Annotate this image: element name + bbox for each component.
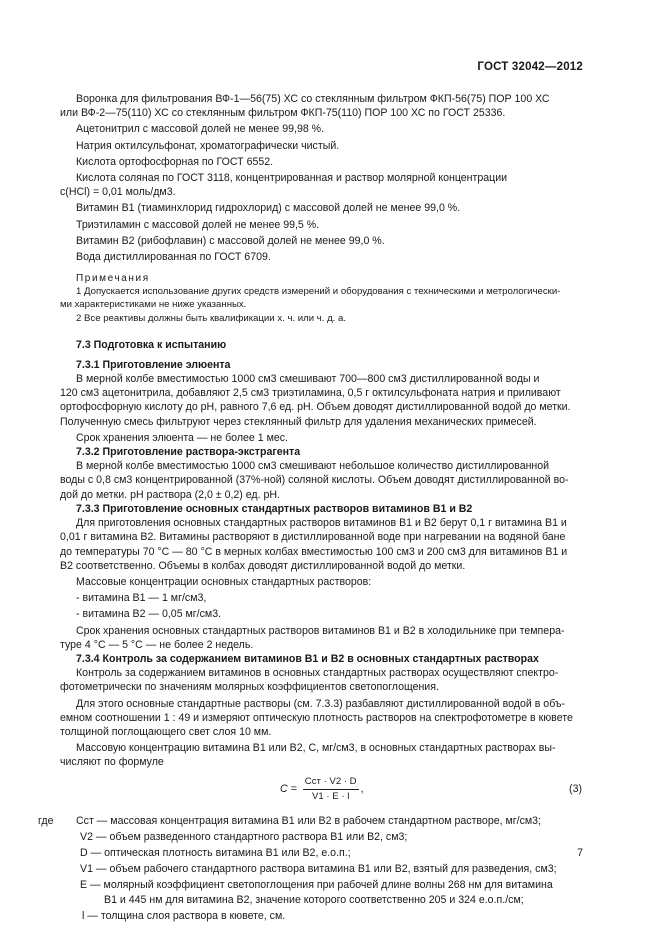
- reagent-funnel-line2: или ВФ-2—75(110) ХС со стеклянным фильтром ФКП-75(110) ПОР 100 ХС по ГОСТ 25336.: [60, 107, 506, 120]
- s731-line3: ортофосфорную кислоту до рН, равного 7,6 ед. рН. Объем доводят дистиллированной водой до метки.: [60, 401, 571, 414]
- s731-storage: Срок хранения элюента — не более 1 мес.: [76, 431, 288, 444]
- s734-p2-line1: Для этого основные стандартные растворы (см. 7.3.3) разбавляют дистиллированной водой в объ-: [76, 697, 566, 710]
- reagent-phosphoric: Кислота ортофосфорная по ГОСТ 6552.: [76, 155, 274, 168]
- definition-c-st: Cст — массовая концентрация витамина B1 или B2 в рабочем стандартном растворе, мг/см3;: [76, 814, 541, 827]
- formula: C = $\frac{\text{Cст · V2 · D}}{V1 \cdot E \cdot l}$ ,: [280, 775, 364, 802]
- s733-storage-line2: туре 4 °С — 5 °С — не более 2 недель.: [60, 638, 254, 651]
- formula-numerator: Cст · V2 · D: [303, 776, 359, 790]
- page-number: 7: [577, 847, 583, 859]
- equation-number: (3): [569, 782, 582, 795]
- s733-conc-b1: - витамина B1 — 1 мг/см3,: [76, 592, 207, 605]
- section-7-3-2-heading: 7.3.2 Приготовление раствора-экстрагента: [76, 446, 301, 459]
- reagent-b1: Витамин B1 (тиаминхлорид гидрохлорид) с массовой долей не менее 99,0 %.: [76, 202, 461, 215]
- definition-e-line1: E — молярный коэффициент светопоглощения при рабочей длине волны 268 нм для витамина: [80, 879, 553, 892]
- definition-d: D — оптическая плотность витамина B1 или B2, е.о.п.;: [80, 846, 351, 859]
- section-7-3-1-heading: 7.3.1 Приготовление элюента: [76, 358, 231, 371]
- s734-p3-line1: Массовую концентрацию витамина B1 или B2, C, мг/см3, в основных стандартных растворах вы-: [76, 742, 556, 755]
- definition-v1: V1 — объем рабочего стандартного раствора витамина B1 или B2, взятый для разведения, см3;: [80, 863, 557, 876]
- formula-fraction: [303, 776, 359, 803]
- s734-p1-line1: Контроль за содержанием витаминов в основных стандартных растворах осуществляют спектро-: [76, 667, 559, 680]
- section-7-3-heading: 7.3 Подготовка к испытанию: [76, 338, 227, 351]
- s733-conc-b2: - витамина B2 — 0,05 мг/см3.: [76, 608, 222, 621]
- s733-line4: B2 соответственно. Объемы в колбах доводят дистиллированной водой до метки.: [60, 559, 466, 572]
- s731-line2: 120 см3 ацетонитрила, добавляют 2,5 см3 триэтиламина, 0,5 г октилсульфоната натрия и приливают: [60, 387, 561, 400]
- page-content: [38, 92, 582, 923]
- formula-row: [60, 774, 582, 808]
- reagent-hcl-line1: Кислота соляная по ГОСТ 3118, концентрированная и раствор молярной концентрации: [76, 172, 508, 185]
- s733-line2: 0,01 г витамина B2. Витамины растворяют в дистиллированной воде при нагревании на водяной бане: [60, 531, 566, 544]
- s734-p3-line2: числяют по формуле: [60, 756, 164, 769]
- definitions-where: где: [38, 814, 54, 827]
- s733-line1: Для приготовления основных стандартных растворов витаминов B1 и B2 берут 0,1 г витамина B1 и: [76, 517, 567, 530]
- s733-storage-line1: Срок хранения основных стандартных растворов витаминов B1 и B2 в холодильнике при темпера-: [76, 624, 565, 637]
- definition-l: l — толщина слоя раствора в кювете, см.: [82, 909, 286, 922]
- s732-line1: В мерной колбе вместимостью 1000 см3 смешивают небольшое количество дистиллированной: [76, 460, 550, 473]
- standard-header: ГОСТ 32042—2012: [477, 61, 583, 73]
- s734-p2-line2: емном соотношении 1 : 49 и измеряют оптическую плотность растворов на спектрофотометре в кювете: [60, 711, 573, 724]
- notes-title: Примечания: [76, 273, 150, 285]
- section-7-3-4-heading: 7.3.4 Контроль за содержанием витаминов B1 и B2 в основных стандартных растворах: [76, 652, 539, 665]
- s732-line2: воды с 0,8 см3 концентрированной (37%-ной) соляной кислоты. Объем доводят дистиллированной во-: [60, 474, 569, 487]
- s733-line3: до температуры 70 °С — 80 °С в мерных колбах вместимостью 100 см3 и 200 см3 для витаминов B1 и: [60, 545, 568, 558]
- definition-v2: V2 — объем разведенного стандартного раствора B1 или B2, см3;: [80, 830, 408, 843]
- definitions-list: [38, 814, 582, 923]
- note-2: 2 Все реактивы должны быть квалификации х. ч. или ч. д. а.: [76, 313, 347, 325]
- s734-p1-line2: фотометрически по значениям молярных коэффициентов светопоглощения.: [60, 681, 439, 694]
- reagent-triethylamine: Триэтиламин с массовой долей не менее 99,5 %.: [76, 218, 320, 231]
- section-7-3-3-heading: 7.3.3 Приготовление основных стандартных растворов витаминов B1 и B2: [76, 502, 473, 515]
- s734-p2-line3: толщиной поглощающего свет слоя 10 мм.: [60, 725, 272, 738]
- s731-line1: В мерной колбе вместимостью 1000 см3 смешивают 700—800 см3 дистиллированной воды и: [76, 373, 540, 386]
- s732-line3: дой до метки. рН раствора (2,0 ± 0,2) ед. рН.: [60, 488, 280, 501]
- definition-e-line2: B1 и 445 нм для витамина B2, значение которого соответственно 205 и 324 е.о.п./см;: [104, 893, 524, 906]
- formula-denominator: V1 · E · l: [312, 790, 350, 802]
- formula-lhs: C =: [280, 782, 297, 795]
- reagent-b2: Витамин B2 (рибофлавин) с массовой долей не менее 99,0 %.: [76, 234, 385, 247]
- reagent-sodium: Натрия октилсульфонат, хроматографически чистый.: [76, 139, 340, 152]
- s733-conc-intro: Массовые концентрации основных стандартных растворов:: [76, 575, 372, 588]
- note-1-line2: ми характеристиками не ниже указанных.: [60, 298, 247, 310]
- reagent-funnel-line1: Воронка для фильтрования ВФ-1—56(75) ХС со стеклянным фильтром ФКП-56(75) ПОР 100 ХС: [76, 93, 550, 105]
- s731-line4: Полученную смесь фильтруют через стеклянный фильтр для удаления механических примесей.: [60, 415, 537, 428]
- note-1-line1: 1 Допускается использование других средств измерений и оборудования с техническими и метрологически-: [76, 286, 561, 298]
- reagent-water: Вода дистиллированная по ГОСТ 6709.: [76, 251, 271, 264]
- reagent-hcl-line2: c(HCl) = 0,01 моль/дм3.: [60, 186, 176, 199]
- reagent-acetonitrile: Ацетонитрил с массовой долей не менее 99,98 %.: [76, 123, 325, 136]
